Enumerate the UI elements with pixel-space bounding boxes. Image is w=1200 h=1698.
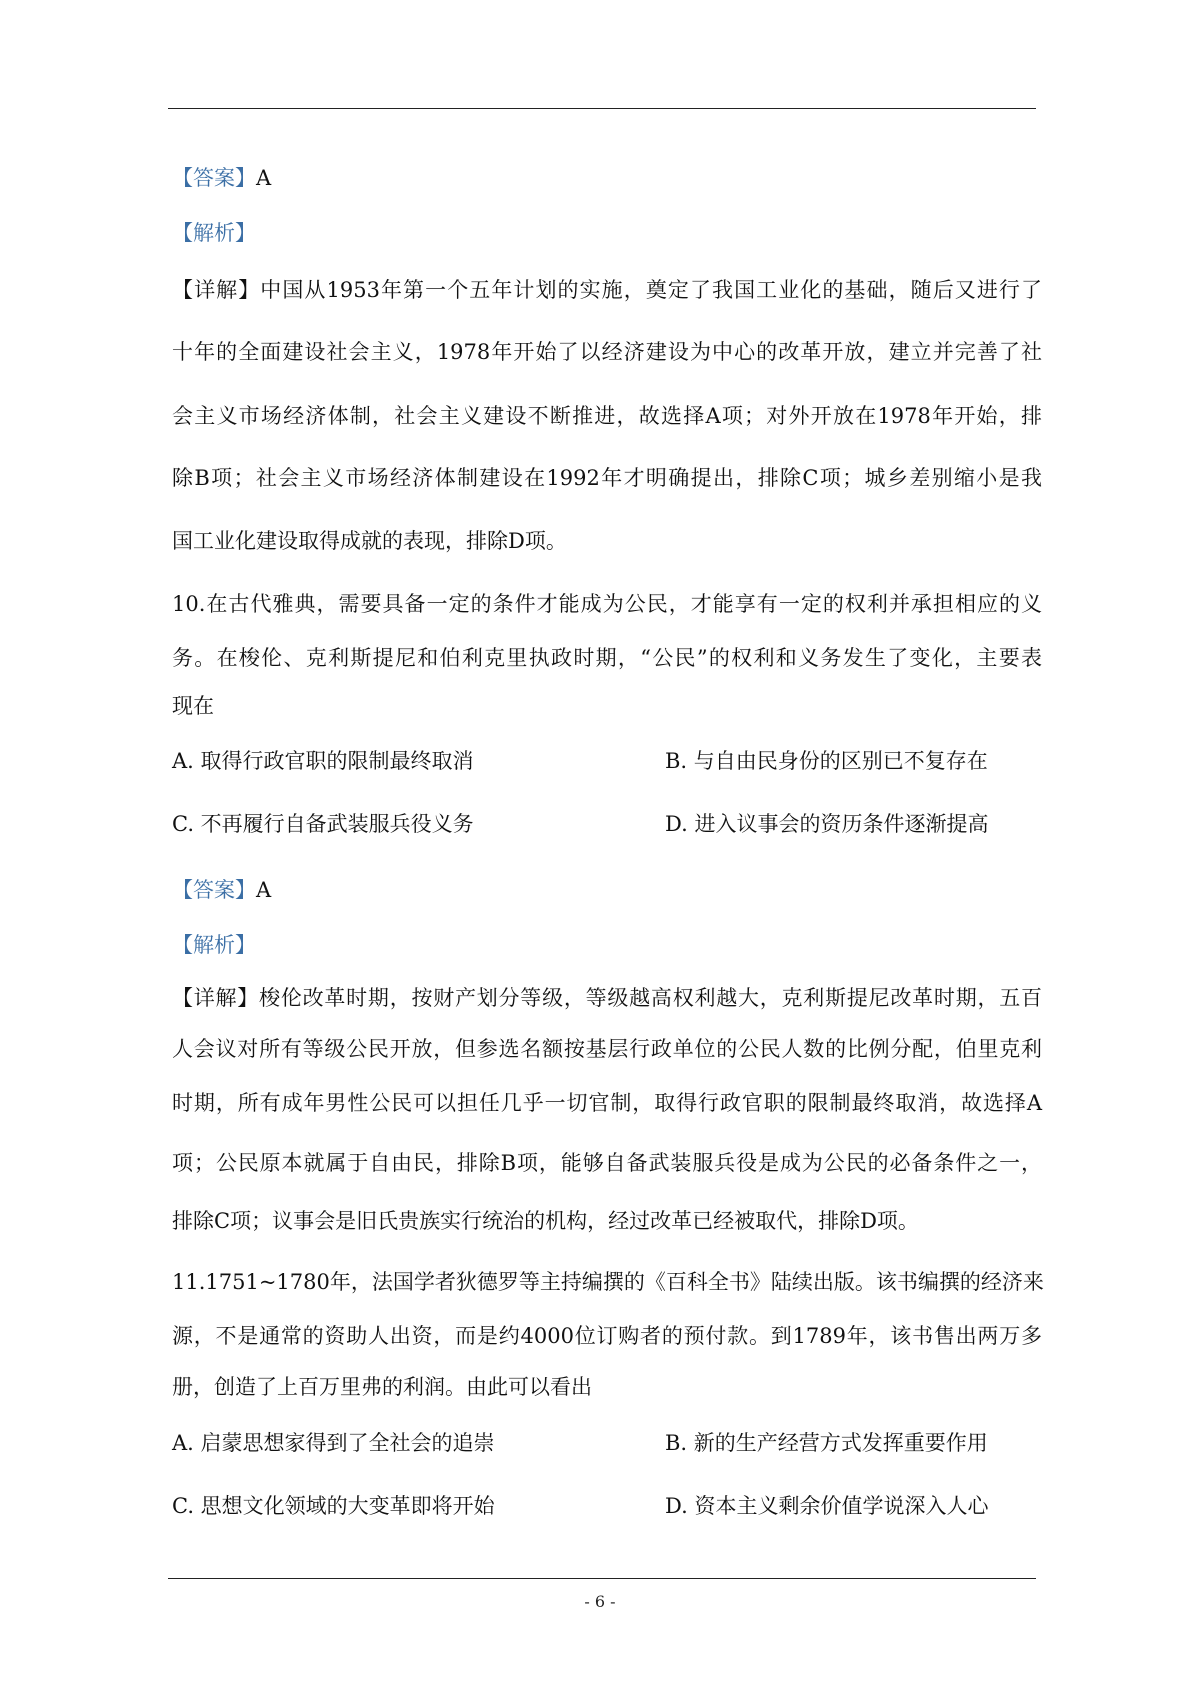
q9-detail-line: 会主义市场经济体制，社会主义建设不断推进，故选择A项；对外开放在1978年开始，排 (172, 404, 1042, 428)
answer-value: A (256, 878, 272, 902)
q10-detail-line: 项；公民原本就属于自由民，排除B项，能够自备武装服兵役是成为公民的必备条件之一， (172, 1151, 1042, 1175)
answer-value: A (256, 166, 272, 190)
q10-option-d: D. 进入议事会的资历条件逐渐提高 (665, 812, 989, 836)
q10-stem-line: 现在 (172, 694, 214, 718)
q10-stem-line: 10.在古代雅典，需要具备一定的条件才能成为公民，才能享有一定的权利并承担相应的义 (172, 592, 1042, 616)
q11-stem-line: 源，不是通常的资助人出资，而是约4000位订购者的预付款。到1789年，该书售出两万多 (172, 1324, 1042, 1348)
q10-answer (172, 875, 1042, 905)
q11-option-d: D. 资本主义剩余价值学说深入人心 (665, 1494, 989, 1518)
q11-option-a: A. 启蒙思想家得到了全社会的追崇 (172, 1431, 495, 1455)
q11-option-b: B. 新的生产经营方式发挥重要作用 (665, 1431, 988, 1455)
q9-analysis-tag: 【解析】 (172, 221, 256, 245)
q10-detail-line: 人会议对所有等级公民开放，但参选名额按基层行政单位的公民人数的比例分配，伯里克利 (172, 1037, 1042, 1061)
page-number: - 6 - (584, 1592, 616, 1611)
q10-option-c: C. 不再履行自备武装服兵役义务 (172, 812, 474, 836)
q10-detail-line: 排除C项；议事会是旧氏贵族实行统治的机构，经过改革已经被取代，排除D项。 (172, 1209, 919, 1233)
q9-detail-line: 国工业化建设取得成就的表现，排除D项。 (172, 529, 567, 553)
q9-detail-line: 十年的全面建设社会主义，1978年开始了以经济建设为中心的改革开放，建立并完善了社 (172, 340, 1042, 364)
q9-answer (172, 163, 1042, 193)
q10-stem-line: 务。在梭伦、克利斯提尼和伯利克里执政时期，“公民”的权利和义务发生了变化，主要表 (172, 646, 1042, 670)
q10-option-b: B. 与自由民身份的区别已不复存在 (665, 749, 988, 773)
answer-tag: 【答案】 (172, 878, 256, 902)
q11-stem-line: 11.1751~1780年，法国学者狄德罗等主持编撰的《百科全书》陆续出版。该书编撰的经济来 (172, 1270, 1044, 1294)
q9-detail-line: 【详解】中国从1953年第一个五年计划的实施，奠定了我国工业化的基础，随后又进行了 (172, 278, 1042, 302)
q9-detail-line: 除B项；社会主义市场经济体制建设在1992年才明确提出，排除C项；城乡差别缩小是我 (172, 466, 1042, 490)
footer-rule (168, 1578, 1036, 1579)
q10-detail-line: 时期，所有成年男性公民可以担任几乎一切官制，取得行政官职的限制最终取消，故选择A (172, 1091, 1042, 1115)
q11-stem-line: 册，创造了上百万里弗的利润。由此可以看出 (172, 1375, 592, 1399)
q10-detail-line: 【详解】梭伦改革时期，按财产划分等级，等级越高权利越大，克利斯提尼改革时期，五百 (172, 986, 1042, 1010)
q10-option-a: A. 取得行政官职的限制最终取消 (172, 749, 474, 773)
header-rule (168, 108, 1036, 109)
q10-analysis-tag: 【解析】 (172, 933, 256, 957)
answer-tag: 【答案】 (172, 166, 256, 190)
q11-option-c: C. 思想文化领域的大变革即将开始 (172, 1494, 495, 1518)
